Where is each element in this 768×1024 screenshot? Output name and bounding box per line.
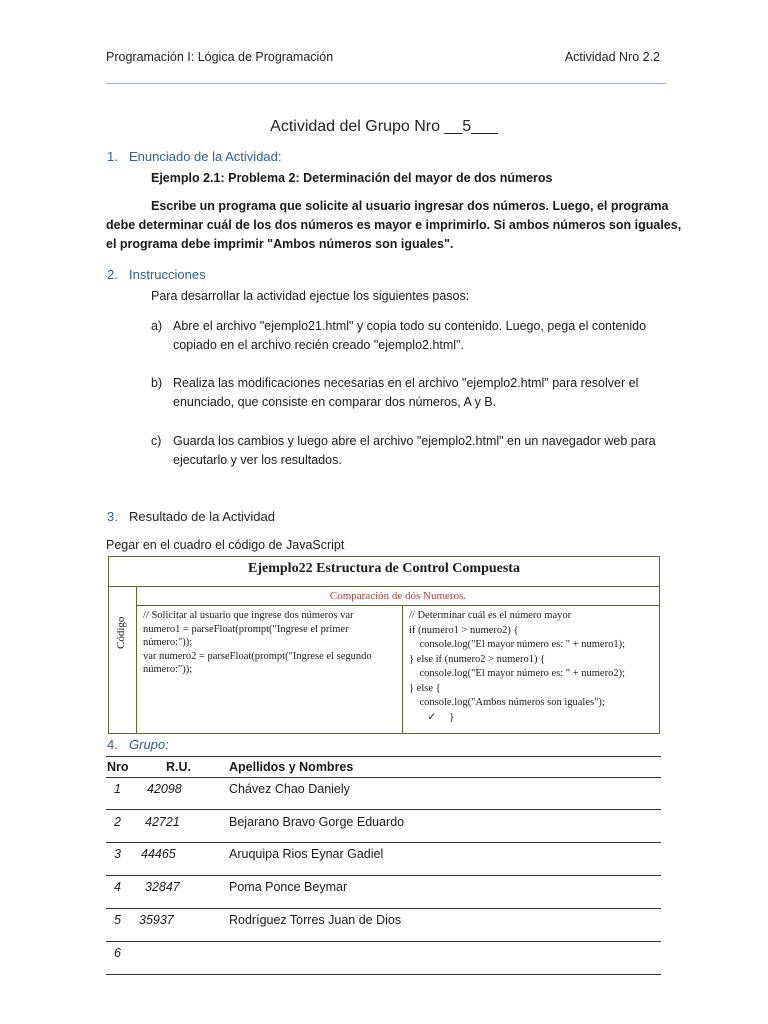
step-a-line-2: copiado en el archivo recién creado "ejemplo2.html". <box>173 338 464 352</box>
statement-line-2: debe determinar cuál de los dos números es mayor e imprimirlo. Si ambos números son iguales, <box>106 218 682 232</box>
code-line: // Determinar cuál es el número mayor <box>409 610 572 621</box>
group-row-rule <box>106 908 661 909</box>
group-row-name: Poma Ponce Beymar <box>229 880 348 894</box>
page-title: Actividad del Grupo Nro __5___ <box>270 118 498 135</box>
section-1-number: 1. <box>107 149 118 164</box>
code-line: } else { <box>409 682 441 694</box>
section-1-title: Enunciado de la Actividad: <box>129 149 282 164</box>
group-row-nro: 4 <box>114 880 121 894</box>
step-b <box>0 374 768 414</box>
group-row-nro: 3 <box>114 847 121 861</box>
step-b-label: b) <box>151 376 163 390</box>
group-row-ru: 32847 <box>145 880 180 894</box>
group-row-rule <box>106 941 661 942</box>
code-table <box>108 556 660 734</box>
group-row-ru: 35937 <box>139 913 174 927</box>
paste-instruction: Pegar en el cuadro el código de JavaScript <box>106 538 345 552</box>
code-line: // Solicitar al usuario que ingrese dos números var <box>143 610 354 621</box>
section-2-title: Instrucciones <box>129 267 206 282</box>
section-1-heading <box>107 149 282 164</box>
example-title: Ejemplo 2.1: Problema 2: Determinación del mayor de dos números <box>151 171 553 185</box>
code-side-cell <box>109 587 137 733</box>
header-activity-number: Actividad Nro 2.2 <box>564 50 660 64</box>
code-subtitle: Comparación de dós Numeros. <box>137 587 659 606</box>
statement-line-1: Escribe un programa que solicite al usuario ingresar dos números. Luego, el programa <box>151 199 669 213</box>
step-a <box>0 317 768 357</box>
section-2-heading <box>107 267 206 282</box>
group-row-nro: 2 <box>114 815 121 829</box>
header-course-title: Programación I: Lógica de Programación <box>106 50 334 64</box>
group-col-names: Apellidos y Nombres <box>229 760 354 774</box>
step-b-line-2: enunciado, que consiste en comparar dos números, A y B. <box>173 395 497 409</box>
group-row-name: Bejarano Bravo Gorge Eduardo <box>229 815 405 829</box>
group-col-nro: Nro <box>107 760 129 774</box>
group-table-top-rule <box>106 756 661 757</box>
step-a-line-1: Abre el archivo "ejemplo21.html" y copia todo su contenido. Luego, pega el contenido <box>173 319 647 333</box>
group-row-ru: 42721 <box>145 815 180 829</box>
instructions-intro: Para desarrollar la actividad ejectue los siguientes pasos: <box>151 289 470 303</box>
group-row-name: Rodríguez Torres Juan de Dios <box>229 913 402 927</box>
group-row-nro: 5 <box>114 913 121 927</box>
code-line: ✓ } <box>409 711 455 723</box>
group-row-rule <box>106 809 661 810</box>
code-side-label: Código <box>115 616 127 649</box>
code-line: número:")); <box>143 637 193 648</box>
step-c-line-1: Guarda los cambios y luego abre el archivo "ejemplo2.html" en un navegador web para <box>173 434 656 448</box>
step-a-label: a) <box>151 319 163 333</box>
code-line: } else if (numero2 > numero1) { <box>409 653 546 665</box>
section-3-number: 3. <box>107 509 118 524</box>
step-c-line-2: ejecutarlo y ver los resultados. <box>173 453 342 467</box>
code-line: número:")); <box>143 664 193 675</box>
group-table-header-rule <box>106 777 661 778</box>
header-divider <box>106 83 666 84</box>
code-line: console.log("El mayor número es: " + numero1); <box>409 639 625 650</box>
group-table-bottom-rule <box>106 974 661 975</box>
code-line: console.log("Ambos números son iguales"); <box>409 697 605 708</box>
step-b-line-1: Realiza las modificaciones necesarias en el archivo "ejemplo2.html" para resolver el <box>173 376 639 390</box>
group-row-nro: 6 <box>114 946 121 960</box>
code-table-title: Ejemplo22 Estructura de Control Compuesta <box>109 557 659 587</box>
group-row-ru: 42098 <box>147 782 182 796</box>
group-row-ru: 44465 <box>141 847 176 861</box>
group-row-name: Aruquipa Rios Eynar Gadiel <box>229 847 384 861</box>
step-c-label: c) <box>151 434 162 448</box>
section-2-number: 2. <box>107 267 118 282</box>
section-4-number: 4. <box>107 737 118 752</box>
group-col-ru: R.U. <box>166 760 191 774</box>
code-line: if (numero1 > numero2) { <box>409 624 519 636</box>
section-4-heading <box>107 737 169 752</box>
group-row-name: Chávez Chao Daniely <box>229 782 350 796</box>
group-row-rule <box>106 842 661 843</box>
group-row-nro: 1 <box>114 782 121 796</box>
step-c <box>0 432 768 472</box>
code-line: var numero2 = parseFloat(prompt("Ingrese el segundo <box>143 650 372 662</box>
section-3-heading <box>107 509 275 524</box>
section-4-title: Grupo: <box>129 737 169 752</box>
statement-line-3: el programa debe imprimir "Ambos números son iguales". <box>106 237 454 251</box>
code-line: numero1 = parseFloat(prompt("Ingrese el primer <box>143 623 349 635</box>
code-cell-logic <box>403 606 659 733</box>
section-3-title: Resultado de la Actividad <box>129 509 275 524</box>
code-cell-input <box>137 606 403 733</box>
group-row-rule <box>106 875 661 876</box>
code-line: console.log("El mayor número es: " + numero2); <box>409 668 625 679</box>
